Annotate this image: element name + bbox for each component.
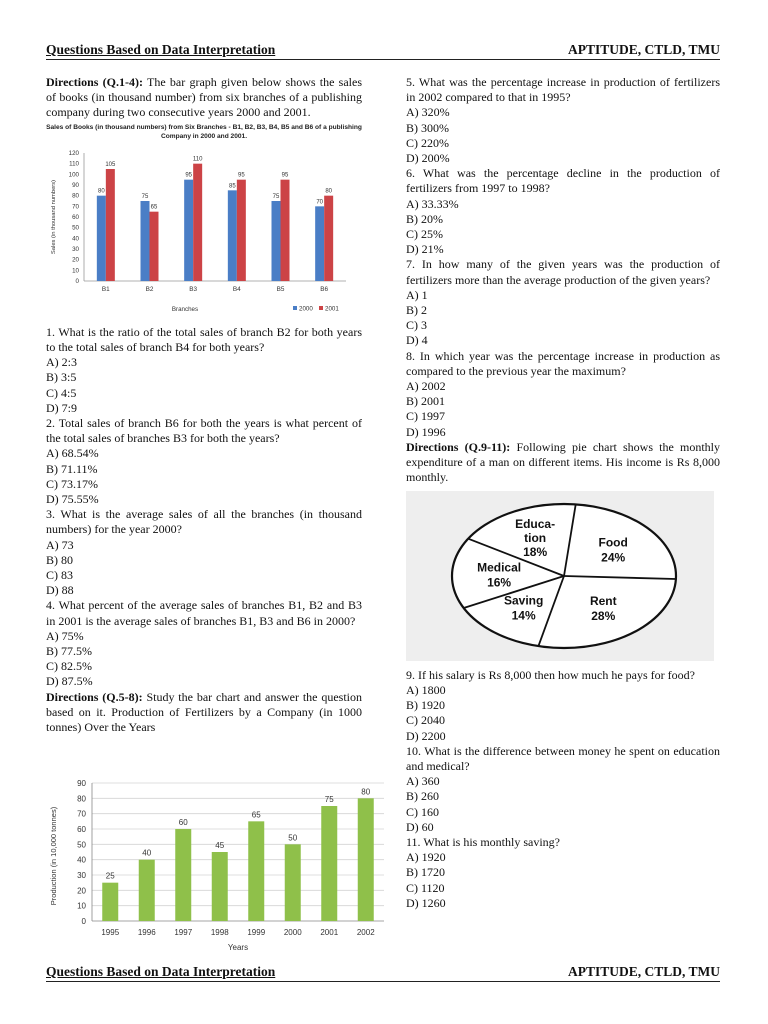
data-label: 95 (237, 172, 245, 179)
data-label: 95 (185, 172, 193, 179)
header-rule (46, 59, 720, 60)
y-tick-label: 40 (77, 855, 86, 865)
pie-label-rent (590, 595, 617, 624)
bar-1996 (139, 860, 155, 921)
y-tick-label: 100 (68, 170, 79, 178)
y-tick-label: 50 (77, 840, 86, 850)
slice-value: 14% (511, 609, 536, 624)
branch-sales-chart (46, 123, 362, 323)
y-tick-label: 120 (68, 149, 79, 157)
footer-left: Questions Based on Data Interpretation (46, 964, 276, 979)
bar-B2-2001 (150, 211, 159, 280)
x-tick-label: B4 (232, 285, 241, 293)
bar-B4-2000 (228, 190, 237, 281)
x-axis-label: Branches (171, 305, 199, 313)
bar-1998 (212, 852, 228, 921)
bar-B6-2001 (324, 195, 333, 280)
data-label: 75 (324, 795, 334, 804)
y-tick-label: 0 (81, 917, 86, 926)
bar-1995 (102, 883, 118, 921)
question-5: 5. What was the percentage increase in production of fertilizers in 2002 compared to that in 1995? A) 320% B) 300% C) 220% D) 200% (406, 75, 720, 166)
slice-value: 24% (601, 551, 626, 566)
bar-1997 (175, 829, 191, 921)
bar-B2-2000 (141, 201, 150, 281)
x-tick-label: B3 (189, 285, 198, 293)
directions-q5-8: Directions (Q.5-8): Study the bar chart and answer the question based on it. Production of Fertilizers by a Company (in 1000 tonnes) Over the Years (46, 689, 362, 735)
question-3: 3. What is the average sales of all the branches (in thousand numbers) for the year 2000? A) 73 B) 80 C) 83 D) 88 (46, 507, 362, 598)
y-tick-label: 10 (77, 901, 86, 911)
question-1: 1. What is the ratio of the total sales of branch B2 for both years to the total sales of branch B4 for both years? A) 2:3 B) 3:5 C) 4:5 D) 7:9 (46, 324, 362, 415)
footer-right: APTITUDE, CTLD, TMU (567, 964, 720, 979)
data-label: 105 (105, 161, 116, 168)
x-tick-label: 1996 (137, 928, 156, 937)
bar-B5-2000 (272, 201, 281, 281)
y-tick-label: 30 (77, 871, 86, 880)
header-left: Questions Based on Data Interpretation (46, 42, 276, 57)
fertilizer-chart (44, 775, 388, 955)
slice-label: Saving (503, 594, 544, 609)
expenditure-pie-svg (406, 491, 714, 661)
page-header (46, 42, 720, 58)
y-tick-label: 80 (77, 794, 86, 804)
x-tick-label: 1998 (210, 928, 229, 937)
data-label: 80 (325, 188, 333, 195)
data-label: 80 (361, 787, 371, 797)
x-tick-label: B1 (101, 285, 110, 293)
bar-2000 (285, 844, 301, 921)
data-label: 85 (228, 182, 236, 189)
branch-chart-title: Sales of Books (in thousand numbers) from Six Branches - B1, B2, B3, B4, B5 and B6 of a publishing Company in 2000 and 2001. (46, 123, 362, 140)
footer-rule (46, 981, 720, 982)
x-tick-label: B2 (145, 285, 154, 293)
y-axis-label: Production (in 10,000 tonnes) (49, 806, 58, 906)
y-tick-label: 60 (72, 213, 79, 221)
directions-q1-4: Directions (Q.1-4): The bar graph given below shows the sales of books (in thousand number) from six branches of a publishing company during two consecutive years 2000 and 2001. (46, 75, 362, 120)
y-axis-label: Sales (in thousand numbers) (51, 179, 57, 254)
question-9: 9. If his salary is Rs 8,000 then how much he pays for food? A) 1800 B) 1920 C) 2040 D) 2200 (406, 667, 695, 743)
y-tick-label: 20 (72, 256, 79, 264)
data-label: 80 (97, 188, 105, 195)
y-tick-label: 90 (72, 181, 79, 189)
bar-B1-2000 (97, 195, 106, 280)
data-label: 70 (316, 198, 324, 205)
bar-2001 (321, 806, 337, 921)
data-label: 95 (281, 172, 289, 179)
x-tick-label: 2001 (320, 928, 339, 937)
header-right: APTITUDE, CTLD, TMU (567, 42, 720, 57)
bar-B1-2001 (106, 169, 115, 281)
bar-B3-2000 (184, 179, 193, 280)
x-tick-label: B5 (276, 285, 285, 293)
question-8: 8. In which year was the percentage increase in production as compared to the previous year the maximum? A) 2002 B) 2001 C) 1997 D) 1996 (406, 348, 720, 439)
data-label: 110 (192, 156, 203, 163)
y-tick-label: 70 (77, 809, 86, 819)
right-column (406, 75, 720, 911)
fertilizer-svg (44, 775, 388, 955)
legend-label-2001: 2001 (325, 305, 339, 313)
y-tick-label: 20 (77, 886, 86, 896)
y-tick-label: 10 (72, 266, 79, 274)
slice-label-line2: tion (524, 531, 547, 546)
y-tick-label: 110 (69, 160, 79, 168)
slice-label-line1: Educa- (515, 517, 556, 532)
left-column (46, 75, 362, 735)
data-label: 40 (142, 848, 152, 858)
data-label: 50 (288, 833, 298, 843)
y-tick-label: 70 (72, 202, 79, 210)
y-tick-label: 30 (72, 245, 79, 253)
branch-sales-svg (46, 141, 362, 319)
x-tick-label: 2002 (356, 928, 375, 937)
data-label: 65 (251, 810, 261, 820)
bar-1999 (248, 821, 264, 921)
directions-q9-11: Directions (Q.9-11): Following pie chart shows the monthly expenditure of a man on different items. His income is Rs 8,000 monthly. (406, 439, 721, 485)
data-label: 45 (215, 841, 225, 850)
data-label: 60 (178, 818, 188, 827)
x-tick-label: 1997 (174, 928, 193, 937)
data-label: 75 (141, 193, 149, 200)
x-tick-label: 2000 (283, 928, 302, 937)
y-tick-label: 0 (75, 277, 79, 285)
legend-label-2000: 2000 (299, 305, 313, 313)
x-tick-label: B6 (320, 285, 329, 293)
slice-label: Rent (589, 594, 617, 609)
slice-value: 18% (523, 545, 548, 560)
bar-B3-2001 (193, 163, 202, 280)
y-tick-label: 80 (72, 192, 79, 200)
y-tick-label: 50 (72, 224, 79, 232)
y-tick-label: 60 (77, 825, 86, 834)
x-tick-label: 1995 (101, 928, 120, 937)
data-label: 25 (105, 871, 115, 881)
data-label: 65 (150, 204, 158, 211)
slice-value: 16% (487, 575, 512, 590)
y-tick-label: 40 (72, 234, 79, 242)
question-10: 10. What is the difference between money he spent on education and medical? A) 360 B) 260 C) 160 D) 60 (406, 743, 720, 834)
slice-value: 28% (591, 609, 616, 624)
data-label: 75 (272, 193, 280, 200)
slice-label: Medical (477, 560, 522, 575)
y-tick-label: 90 (77, 779, 86, 788)
question-4: 4. What percent of the average sales of branches B1, B2 and B3 in 2001 is the average sales of branches B1, B3 and B6 in 2000? A) 75% B) 77.5% C) 82.5% D) 87.5% (46, 598, 362, 689)
x-tick-label: 1999 (247, 928, 266, 937)
bar-B4-2001 (237, 179, 246, 280)
x-axis-label: Years (227, 943, 249, 952)
page-footer (46, 964, 720, 980)
bar-B5-2001 (281, 179, 290, 280)
question-2: 2. Total sales of branch B6 for both the years is what percent of the total sales of branches B3 for both the years? A) 68.54% B) 71.11% C) 73.17% D) 75.55% (46, 416, 362, 507)
expenditure-pie-chart (406, 491, 720, 665)
pie-label-food (599, 536, 628, 565)
question-6: 6. What was the percentage decline in the production of fertilizers from 1997 to 1998? A) 33.33% B) 20% C) 25% D) 21% (406, 166, 720, 257)
bar-2002 (358, 798, 374, 921)
legend-swatch-2001 (319, 306, 323, 310)
question-11: 11. What is his monthly saving? A) 1920 B) 1720 C) 1120 D) 1260 (406, 834, 560, 910)
question-7: 7. In how many of the given years was the production of fertilizers more than the average production of the given years? A) 1 B) 2 C) 3 D) 4 (406, 257, 720, 348)
legend-swatch-2000 (293, 306, 297, 310)
bar-B6-2000 (315, 206, 324, 281)
slice-label: Food (598, 536, 628, 551)
